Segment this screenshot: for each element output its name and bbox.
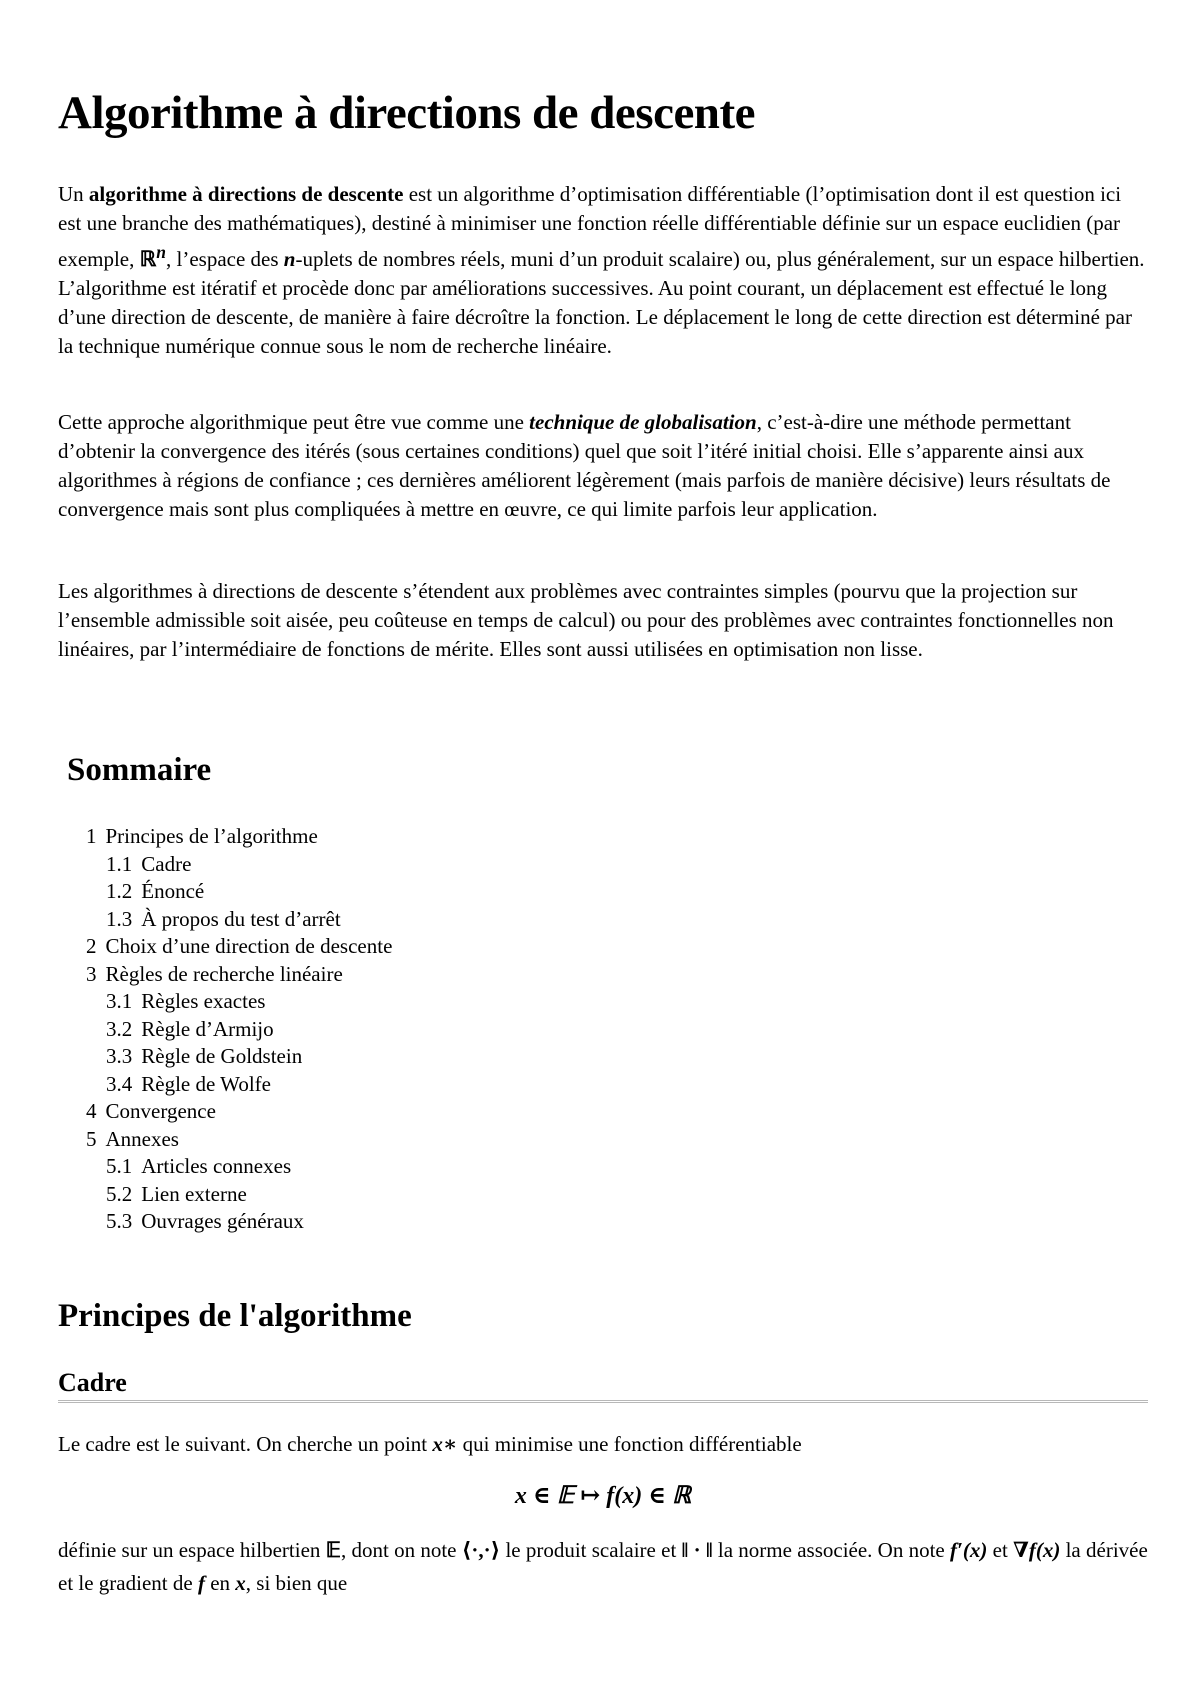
toc-number: 5.1: [106, 1154, 133, 1178]
cadre-text-1: Le cadre est le suivant. On cherche un point: [58, 1432, 433, 1456]
display-formula: x ∈ 𝔼 ↦ f(x) ∈ ℝ: [514, 1483, 692, 1509]
toc-number: 5.3: [106, 1209, 133, 1233]
toc-item[interactable]: [86, 1126, 392, 1154]
toc-label: Règles exactes: [141, 989, 266, 1013]
intro-text-3: , l’espace des: [166, 247, 284, 271]
constraints-paragraph: Les algorithmes à directions de descente s’étendent aux problèmes avec contraintes simples (pourvu que la projection sur l’ensemble admissible soit aisée, peu coûteuse en temps de calcul) ou pour des problèmes avec contraintes fonctionnelles non linéaires, par l’intermédiaire de fonctions de mérite. Elles sont aussi utilisées en optimisation non lisse.: [58, 579, 1114, 661]
toc-item[interactable]: [86, 961, 392, 989]
toc-item[interactable]: [86, 1043, 392, 1071]
cadre2-text-5: et: [987, 1538, 1014, 1562]
math-n: n: [283, 247, 296, 271]
toc-item[interactable]: [86, 878, 392, 906]
page-title: Algorithme à directions de descente: [58, 87, 755, 139]
toc-number: 3.3: [106, 1044, 133, 1068]
toc-label: Énoncé: [141, 879, 205, 903]
math-f: f: [197, 1571, 205, 1595]
toc-label: Règle d’Armijo: [141, 1016, 274, 1041]
cadre-paragraph-2: [58, 1534, 1148, 1600]
math-x: x: [235, 1571, 246, 1595]
toc-item[interactable]: [86, 1016, 392, 1044]
toc-item[interactable]: [86, 851, 392, 879]
toc-item[interactable]: [86, 1153, 392, 1181]
math-hilbert-space: 𝔼: [325, 1538, 341, 1562]
toc-label: Cadre: [141, 851, 192, 876]
toc-number: 1.2: [106, 879, 133, 903]
subsection-heading: Cadre: [58, 1368, 1148, 1403]
cadre2-text-6: la dérivée et le gradient de: [58, 1538, 1148, 1595]
toc-item[interactable]: [86, 988, 392, 1016]
cadre2-text-3: le produit scalaire et: [500, 1538, 682, 1562]
toc-label: Convergence: [105, 1099, 216, 1123]
cadre2-text-2: , dont on note: [340, 1538, 462, 1562]
toc-item[interactable]: [86, 1098, 392, 1126]
toc-item[interactable]: [86, 1071, 392, 1099]
math-real-space: [139, 242, 167, 271]
math-x-star: x∗: [432, 1432, 458, 1456]
toc-number: 1.1: [106, 851, 133, 876]
math-real-symbol: ℝ: [139, 247, 157, 271]
table-of-contents: [86, 823, 392, 1236]
toc-number: 2: [86, 934, 97, 958]
cadre-text-2: qui minimise une fonction différentiable: [457, 1432, 802, 1456]
para2-text-2: , c’est-à-dire une méthode permettant d’obtenir la convergence des itérés (sous certaines conditions) quel que soit l’itéré initial choisi. Elle s’apparente ainsi aux algorithmes à régions de confiance ; ces dernières améliorent légèrement (mais parfois de manière décisive) leurs résultats de convergence mais sont plus compliquées à mettre en œuvre, ce qui limite parfois leur application.: [58, 410, 1111, 521]
toc-label: Annexes: [105, 1126, 179, 1151]
intro-paragraph: [58, 180, 1148, 361]
toc-label: Articles connexes: [141, 1154, 292, 1178]
cadre2-text-8: , si bien que: [245, 1571, 348, 1595]
globalisation-paragraph: [58, 408, 1148, 524]
toc-number: 3.1: [106, 989, 133, 1013]
math-norm: ‖ · ‖: [681, 1538, 713, 1562]
toc-label: Choix d’une direction de descente: [105, 934, 393, 958]
toc-number: 1: [86, 824, 97, 848]
toc-item[interactable]: [86, 906, 392, 934]
toc-label: Ouvrages généraux: [141, 1209, 304, 1233]
intro-term: algorithme à directions de descente: [88, 182, 404, 206]
cadre2-text-1: définie sur un espace hilbertien: [58, 1538, 326, 1562]
toc-label: Principes de l’algorithme: [105, 824, 318, 848]
toc-item[interactable]: [86, 933, 392, 961]
toc-number: 3.2: [106, 1016, 133, 1041]
toc-item[interactable]: [86, 1181, 392, 1209]
toc-item[interactable]: [86, 1208, 392, 1236]
para2-text-1: Cette approche algorithmique peut être vue comme une: [58, 410, 530, 434]
toc-title: Sommaire: [67, 752, 212, 788]
math-exponent: n: [156, 242, 167, 262]
intro-text-2: est un algorithme d’optimisation différentiable (l’optimisation dont il est question ici est une branche des mathématiques), destiné à minimiser une fonction réelle différentiable définie sur un espace euclidien (par exemple,: [58, 182, 1122, 271]
toc-number: 1.3: [106, 906, 133, 931]
toc-number: 4: [86, 1099, 97, 1123]
toc-label: Règle de Wolfe: [141, 1071, 271, 1096]
toc-number: 3.4: [106, 1071, 133, 1096]
toc-number: 3: [86, 961, 97, 986]
toc-item[interactable]: [86, 823, 392, 851]
toc-label: Règles de recherche linéaire: [105, 961, 343, 986]
globalisation-term: technique de globalisation: [529, 410, 757, 434]
intro-text-4: -uplets de nombres réels, muni d’un produit scalaire) ou, plus généralement, sur un espace hilbertien. L’algorithme est itératif et procède donc par améliorations successives. Au point courant, un déplacement est effectué le long d’une direction de descente, de manière à faire décroître la fonction. Le déplacement le long de cette direction est déterminé par la technique numérique connue sous le nom de recherche linéaire.: [58, 247, 1145, 358]
section-heading: Principes de l'algorithme: [58, 1298, 412, 1334]
cadre2-text-4: la norme associée. On note: [712, 1538, 950, 1562]
math-inner-product: ⟨·,·⟩: [461, 1538, 501, 1562]
cadre-paragraph: [58, 1430, 1148, 1459]
cadre2-text-7: en: [204, 1571, 236, 1595]
math-gradient: ∇f(x): [1013, 1538, 1061, 1562]
toc-label: Lien externe: [141, 1181, 247, 1206]
toc-number: 5: [86, 1126, 97, 1151]
intro-text-1: Un: [58, 182, 89, 206]
toc-label: Règle de Goldstein: [141, 1044, 303, 1068]
toc-number: 5.2: [106, 1181, 133, 1206]
math-derivative: f′(x): [950, 1538, 988, 1562]
toc-label: À propos du test d’arrêt: [141, 906, 341, 931]
